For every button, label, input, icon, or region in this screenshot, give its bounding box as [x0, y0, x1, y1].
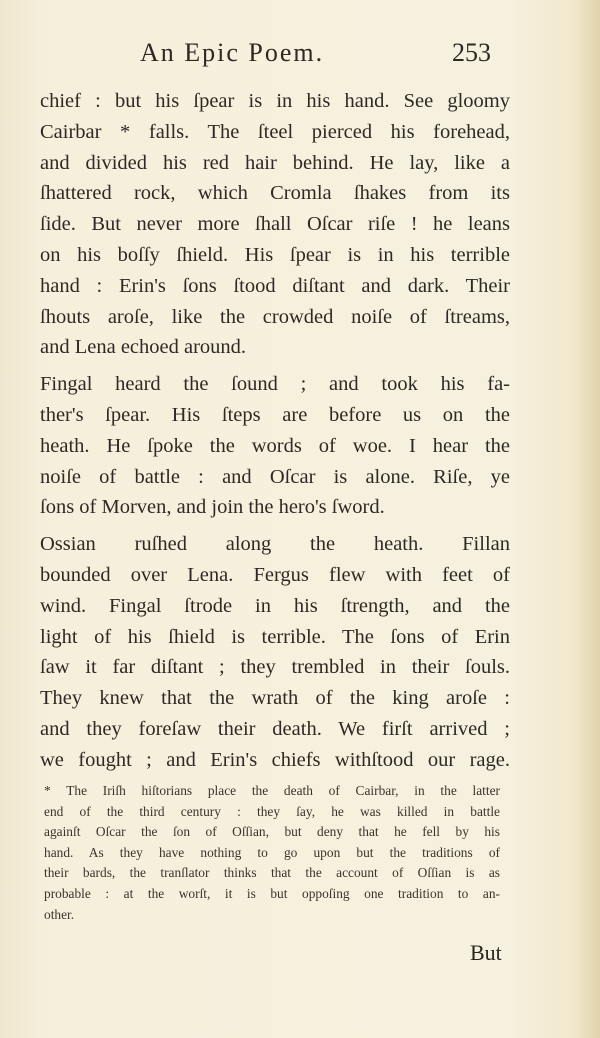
text-line: ſaw it far diſtant ; they trembled in their ſouls. [40, 656, 510, 679]
main-text [40, 86, 510, 776]
text-line: on his boſſy ſhield. His ſpear is in his terrible [40, 243, 510, 266]
text-line: ſons of Morven, and join the hero's ſword. [40, 496, 385, 519]
footnote [44, 781, 500, 925]
text-line: Ossian ruſhed along the heath. Fillan [40, 533, 510, 556]
text-line: Fingal heard the ſound ; and took his fa- [40, 373, 510, 396]
footnote-line: againſt Oſcar the ſon of Oſſian, but deny that he fell by his [44, 824, 500, 840]
text-line: bounded over Lena. Fergus flew with feet of [40, 563, 510, 586]
footnote-line: * The Iriſh hiſtorians place the death of Cairbar, in the latter [44, 783, 500, 798]
text-line: chief : but his ſpear is in his hand. See gloomy [40, 90, 510, 112]
catchword: But [470, 940, 502, 965]
text-line: we fought ; and Erin's chiefs withſtood our rage. [40, 748, 510, 771]
footnote-line: hand. As they have nothing to go upon but the traditions of [44, 844, 500, 860]
text-line: noiſe of battle : and Oſcar is alone. Riſe, ye [40, 465, 510, 488]
text-line: light of his ſhield is terrible. The ſons of Erin [40, 625, 510, 648]
text-line: and they foreſaw their death. We firſt arrived ; [40, 717, 510, 740]
text-line: ſide. But never more ſhall Oſcar riſe ! he leans [40, 213, 510, 236]
text-line: ther's ſpear. His ſteps are before us on the [40, 403, 510, 426]
running-title: An Epic Poem. [140, 38, 325, 67]
text-line: Cairbar * falls. The ſteel pierced his forehead, [40, 120, 510, 143]
page-edge-shading [574, 0, 600, 1038]
text-line: ſhattered rock, which Cromla ſhakes from its [40, 182, 510, 205]
text-line: ſhouts aroſe, like the crowded noiſe of ſtreams, [40, 305, 510, 328]
footnote-line: end of the third century : they ſay, he was killed in battle [44, 803, 500, 819]
text-line: heath. He ſpoke the words of woe. I hear the [40, 434, 510, 457]
page-header [0, 38, 600, 78]
footnote-line: other. [44, 906, 75, 922]
text-line: They knew that the wrath of the king aroſe : [40, 687, 510, 710]
text-line: wind. Fingal ſtrode in his ſtrength, and the [40, 594, 510, 617]
footnote-line: probable : at the worſt, it is but oppoſing one tradition to an- [44, 885, 500, 901]
text-line: hand : Erin's ſons ſtood diſtant and dark. Their [40, 274, 510, 297]
page-number: 253 [452, 38, 491, 67]
text-line: and Lena echoed around. [40, 336, 247, 359]
footnote-line: their bards, the tranſlator thinks that the account of Oſſian is as [44, 865, 500, 881]
text-line: and divided his red hair behind. He lay, like a [40, 151, 510, 174]
